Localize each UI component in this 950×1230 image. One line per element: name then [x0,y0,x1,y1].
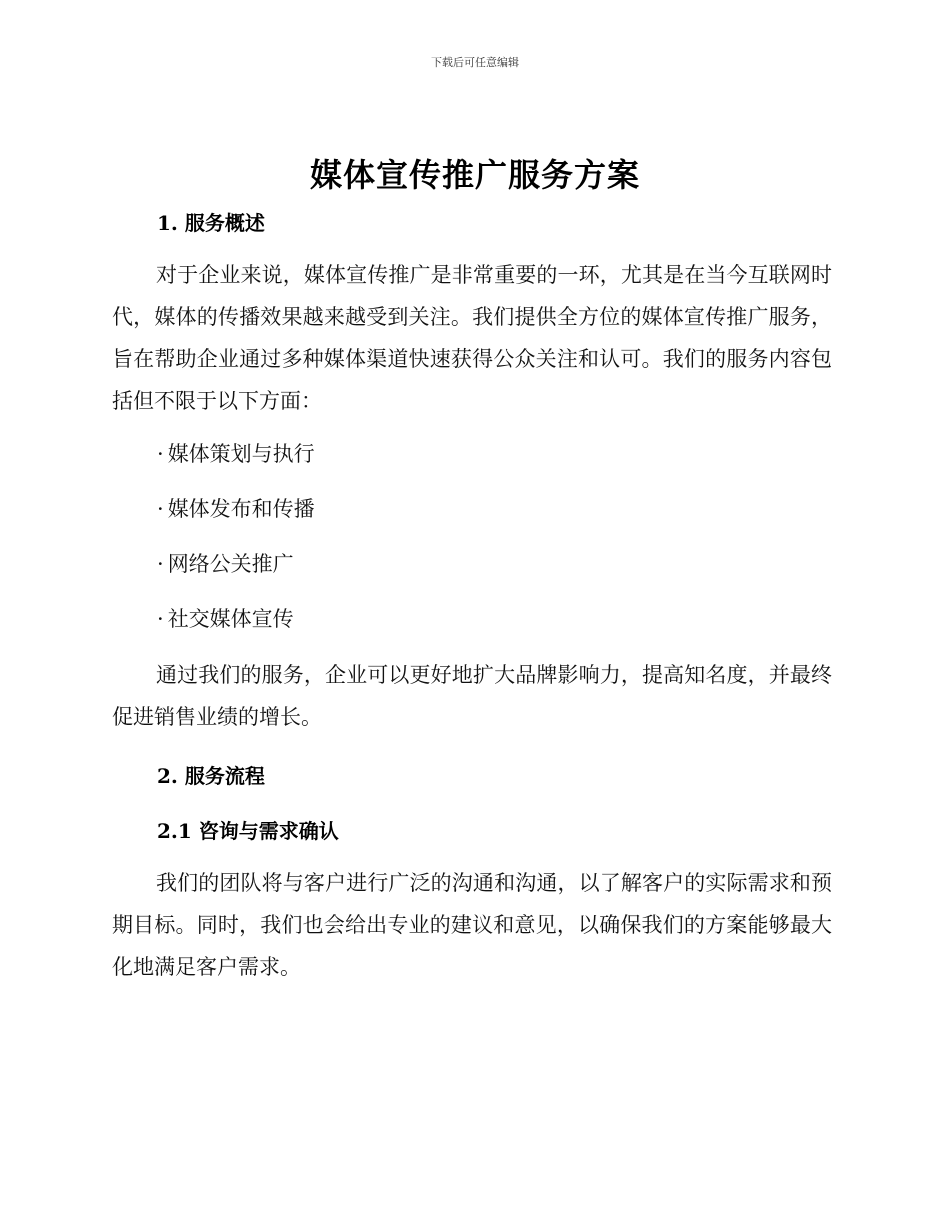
bullet-item [157,438,315,468]
bullet-item-label: 媒体发布和传播 [167,497,315,521]
header-note: 下载后可任意编辑 [431,56,519,69]
bullet-item-label: 媒体策划与执行 [167,442,315,466]
bullet-item [157,493,315,523]
bullet-item [157,548,294,578]
bullet-dot-icon: · [157,552,164,576]
bullet-dot-icon: · [157,607,164,631]
section-2-1-heading: 2.1 咨询与需求确认 [157,819,339,843]
bullet-dot-icon: · [157,497,164,521]
section-1-heading: 1. 服务概述 [157,211,265,235]
bullet-dot-icon: · [157,442,164,466]
section-1-intro-paragraph: 对于企业来说，媒体宣传推广是非常重要的一环，尤其是在当今互联网时代，媒体的传播效果越来越受到关注。我们提供全方位的媒体宣传推广服务，旨在帮助企业通过多种媒体渠道快速获得公众关注和认可。我们的服务内容包括但不限于以下方面： [112,263,832,413]
bullet-item [157,603,294,633]
section-2-heading: 2. 服务流程 [157,764,265,788]
bullet-item-label: 网络公关推广 [167,552,294,576]
section-1-conclusion-paragraph: 通过我们的服务，企业可以更好地扩大品牌影响力，提高知名度，并最终促进销售业绩的增长。 [112,663,832,729]
document-title: 媒体宣传推广服务方案 [309,156,640,194]
section-2-1-paragraph: 我们的团队将与客户进行广泛的沟通和沟通，以了解客户的实际需求和预期目标。同时，我们也会给出专业的建议和意见，以确保我们的方案能够最大化地满足客户需求。 [112,871,832,979]
bullet-item-label: 社交媒体宣传 [167,607,294,631]
